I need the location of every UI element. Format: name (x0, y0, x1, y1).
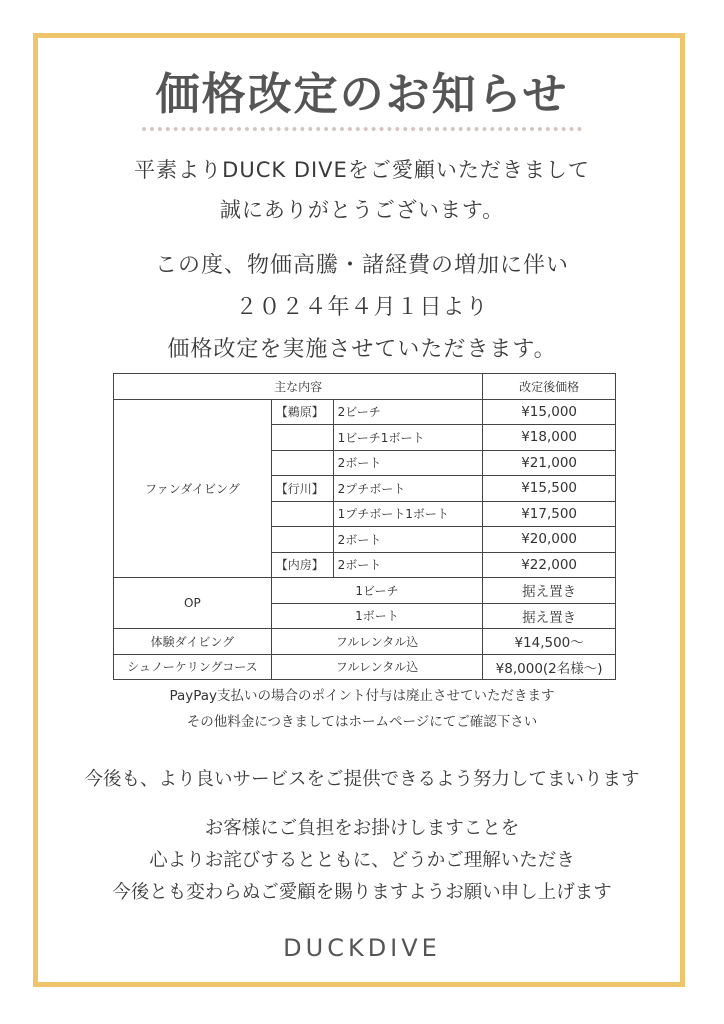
page-title: 価格改定のお知らせ (155, 69, 569, 120)
intro-line: 誠にありがとうございます。 (219, 198, 505, 222)
apology-line: 今後とも変わらぬご愛顧を賜りますようお願い申し上げます (112, 882, 612, 903)
intro-line: 平素よりDUCK DIVEをご愛顧いただきまして (134, 158, 590, 182)
brand-name: DUCKDIVE (283, 934, 441, 962)
price-value: ¥20,000 (483, 527, 616, 553)
apology-text (20, 813, 704, 909)
apology-line: 心よりお詫びするとともに、どうかご理解いただき (149, 850, 575, 871)
announcement-text (40, 245, 684, 371)
item-label: フルレンタル込 (271, 629, 482, 655)
announcement-line: ２０２４年４月１日より (235, 295, 489, 320)
header-price: 改定後価格 (483, 374, 616, 400)
item-label: 1プチボート1ボート (333, 501, 483, 527)
location-label: 【行川】 (271, 476, 333, 502)
homepage-note: その他料金につきましてはホームページにてご確認下さい (186, 714, 538, 730)
announcement-line: 価格改定を実施させていただきます。 (167, 337, 557, 362)
item-label: 2ビーチ (333, 399, 483, 425)
table-row (114, 654, 616, 680)
item-label: 1ビーチ1ボート (333, 425, 483, 451)
location-label (271, 450, 333, 476)
category-op: OP (114, 578, 272, 629)
item-label: 1ボート (271, 603, 482, 629)
table-row (114, 629, 616, 655)
price-value: ¥17,500 (483, 501, 616, 527)
price-value: ¥14,500〜 (483, 629, 616, 655)
item-label: フルレンタル込 (271, 654, 482, 680)
category-fun-diving: ファンダイビング (114, 399, 272, 578)
table-row (114, 399, 616, 425)
price-value: 据え置き (483, 578, 616, 604)
location-label (271, 501, 333, 527)
item-label: 1ビーチ (271, 578, 482, 604)
paypay-note: PayPay支払いの場合のポイント付与は廃止させていただきます (169, 688, 555, 704)
location-label (271, 527, 333, 553)
title-divider (142, 127, 582, 131)
header-content: 主な内容 (114, 374, 483, 400)
location-label: 【内房】 (271, 552, 333, 578)
intro-text (40, 150, 684, 230)
apology-line: お客様にご負担をお掛けしますことを (204, 818, 520, 839)
price-value: ¥21,000 (483, 450, 616, 476)
closing-text: 今後も、より良いサービスをご提供できるよう努力してまいります (84, 769, 640, 790)
price-value: ¥22,000 (483, 552, 616, 578)
price-value: 据え置き (483, 603, 616, 629)
price-value: ¥18,000 (483, 425, 616, 451)
location-label: 【鵜原】 (271, 399, 333, 425)
category-trial-diving: 体験ダイビング (114, 629, 272, 655)
item-label: 2ボート (333, 527, 483, 553)
location-label (271, 425, 333, 451)
price-table (113, 373, 616, 680)
announcement-line: この度、物価高騰・諸経費の増加に伴い (154, 253, 569, 278)
table-header-row (114, 374, 616, 400)
item-label: 2ボート (333, 552, 483, 578)
item-label: 2ボート (333, 450, 483, 476)
price-value: ¥15,000 (483, 399, 616, 425)
category-snorkeling: シュノーケリングコース (114, 654, 272, 680)
price-value: ¥15,500 (483, 476, 616, 502)
table-row (114, 578, 616, 604)
item-label: 2プチボート (333, 476, 483, 502)
price-value: ¥8,000(2名様〜) (483, 654, 616, 680)
